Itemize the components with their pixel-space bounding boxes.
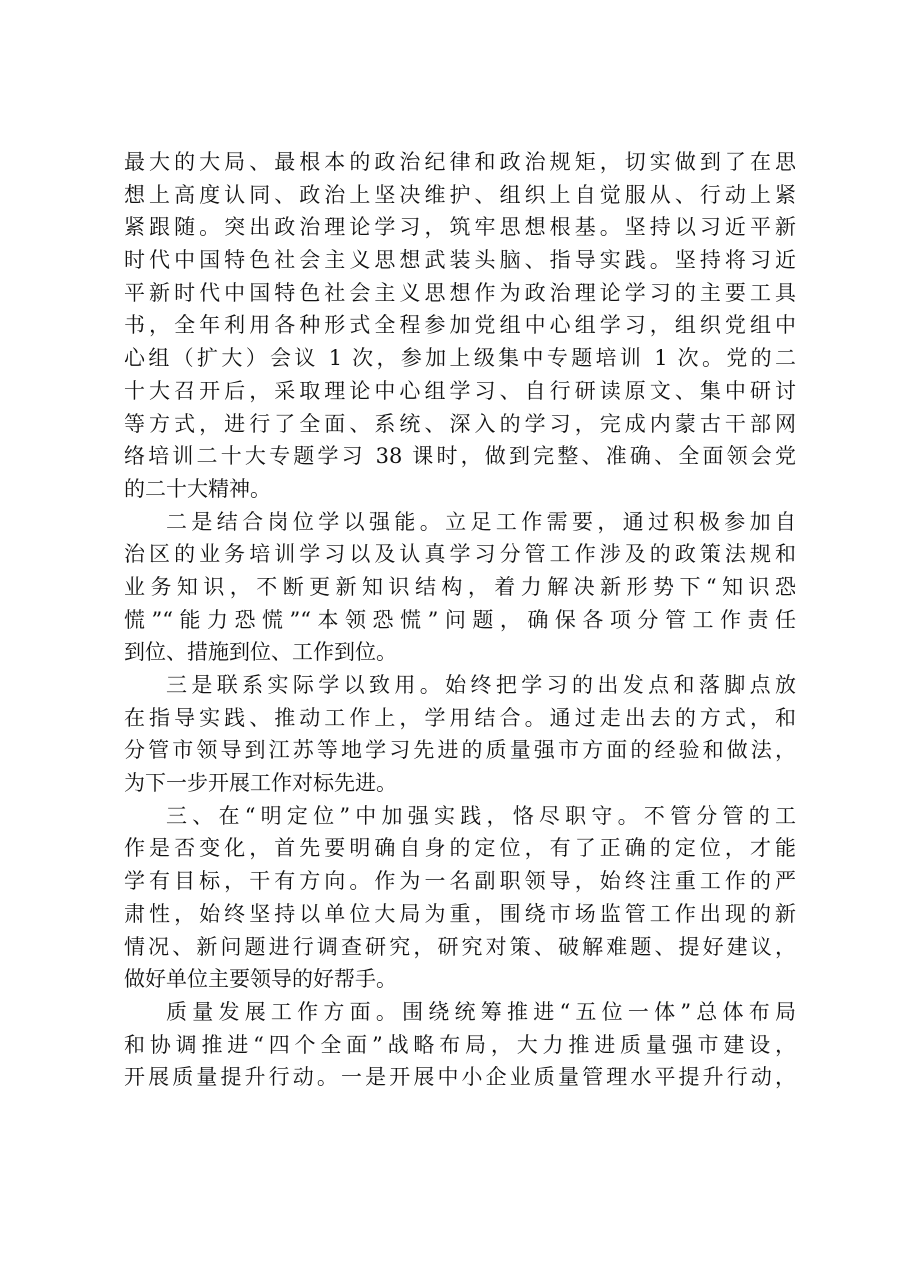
text-line: 平新时代中国特色社会主义思想作为政治理论学习的主要工具	[124, 280, 796, 305]
text-line: 络培训二十大专题学习 38 课时，做到完整、准确、全面领会党	[124, 444, 796, 469]
text-line: 情况、新问题进行调查研究，研究对策、破解难题、提好建议，	[124, 934, 796, 959]
text-line: 作是否变化，首先要明确自身的定位，有了正确的定位，才能	[124, 836, 796, 861]
text-line: 书，全年利用各种形式全程参加党组中心组学习，组织党组中	[124, 313, 796, 338]
text-line: 分管市领导到江苏等地学习先进的质量强市方面的经验和做法，	[124, 738, 796, 763]
document-body	[124, 146, 796, 1094]
text-line: 治区的业务培训学习以及认真学习分管工作涉及的政策法规和	[124, 542, 796, 567]
text-line: 为下一步开展工作对标先进。	[124, 771, 397, 796]
text-line: 想上高度认同、政治上坚决维护、组织上自觉服从、行动上紧	[124, 182, 796, 207]
text-line: 二是结合岗位学以强能。立足工作需要，通过积极参加自	[166, 509, 796, 534]
text-line: 学有目标，干有方向。作为一名副职领导，始终注重工作的严	[124, 869, 796, 894]
text-line: 和协调推进“四个全面”战略布局，大力推进质量强市建设，	[124, 1032, 796, 1057]
text-line: 质量发展工作方面。围绕统筹推进“五位一体”总体布局	[166, 999, 796, 1024]
text-line: 三是联系实际学以致用。始终把学习的出发点和落脚点放	[166, 673, 796, 697]
text-line: 在指导实践、推动工作上，学用结合。通过走出去的方式，和	[124, 705, 796, 730]
text-line: 业务知识，不断更新知识结构，着力解决新形势下“知识恐	[124, 574, 796, 599]
text-line: 肃性，始终坚持以单位大局为重，围绕市场监管工作出现的新	[124, 901, 796, 926]
text-line: 最大的大局、最根本的政治纪律和政治规矩，切实做到了在思	[124, 150, 796, 174]
text-line: 的二十大精神。	[124, 476, 271, 501]
text-line: 心组（扩大）会议 1 次，参加上级集中专题培训 1 次。党的二	[124, 346, 796, 371]
text-line: 等方式，进行了全面、系统、深入的学习，完成内蒙古干部网	[124, 411, 796, 436]
text-line: 时代中国特色社会主义思想武装头脑、指导实践。坚持将习近	[124, 248, 796, 273]
text-line: 三、在“明定位”中加强实践，恪尽职守。不管分管的工	[166, 803, 796, 828]
text-line: 十大召开后，采取理论中心组学习、自行研读原文、集中研讨	[124, 378, 796, 403]
text-line: 到位、措施到位、工作到位。	[124, 640, 397, 665]
text-line: 慌”“能力恐慌”“本领恐慌”问题，确保各项分管工作责任	[124, 607, 796, 632]
text-line: 开展质量提升行动。一是开展中小企业质量管理水平提升行动，	[124, 1065, 796, 1090]
text-line: 紧跟随。突出政治理论学习，筑牢思想根基。坚持以习近平新	[124, 215, 796, 240]
text-line: 做好单位主要领导的好帮手。	[124, 967, 397, 992]
